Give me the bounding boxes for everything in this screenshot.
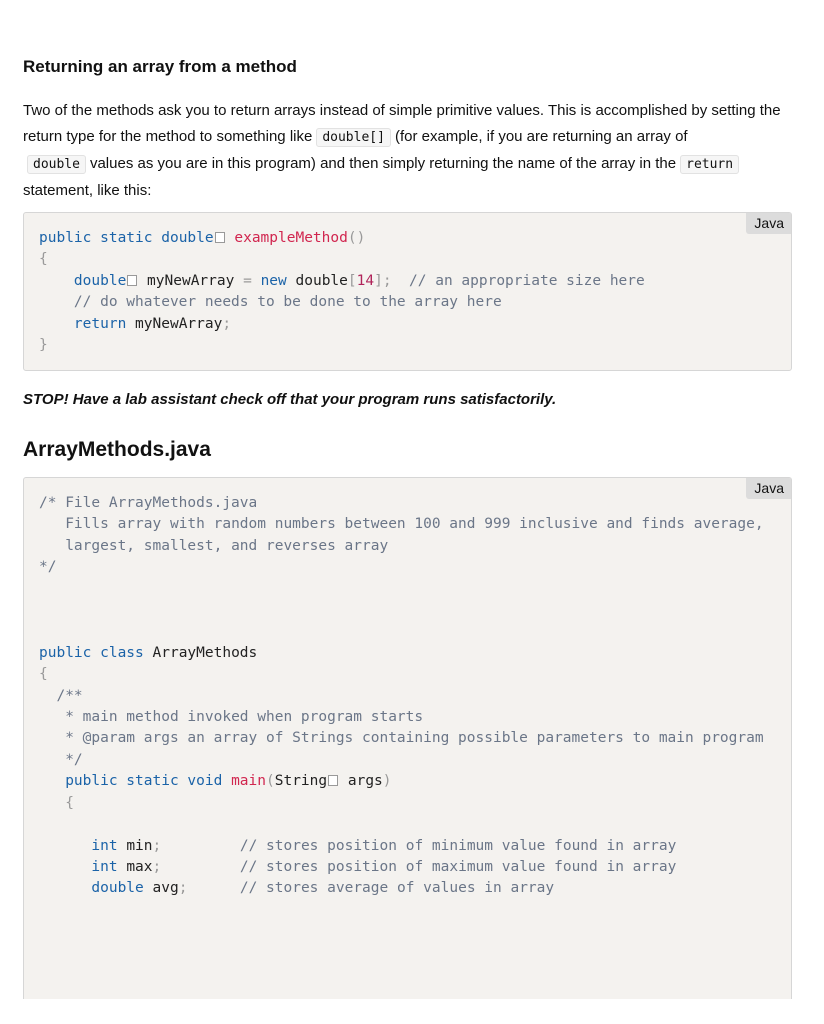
language-badge: Java xyxy=(746,477,792,499)
code-comment: // an appropriate size here xyxy=(409,272,645,289)
code-comment: Fills array with random numbers between 100 and 999 inclusive and finds average, xyxy=(65,516,764,533)
code-block-example xyxy=(23,212,792,371)
code-comment: /** xyxy=(56,687,83,704)
code-type: int xyxy=(91,858,118,875)
code-punctuation: ; xyxy=(178,880,188,897)
code-punctuation: ) xyxy=(382,773,392,790)
code-number: 14 xyxy=(356,272,375,289)
code-function-name: exampleMethod xyxy=(234,230,348,246)
code-identifier: myNewArray xyxy=(147,272,235,289)
code-keyword: public static void xyxy=(65,773,223,790)
code-punctuation: ; xyxy=(152,837,162,854)
code-identifier: myNewArray xyxy=(135,315,223,332)
section-title: Returning an array from a method xyxy=(23,57,297,76)
code-operator: = xyxy=(243,272,252,289)
intro-paragraph xyxy=(23,98,794,204)
inline-code-double-array: double[] xyxy=(316,128,391,147)
code-punctuation: [ xyxy=(347,272,357,289)
code-keyword: return xyxy=(73,315,127,332)
code-lines xyxy=(24,213,791,356)
code-punctuation: () xyxy=(347,230,366,246)
para-text: (for example, if you are returning an array of xyxy=(394,128,688,145)
code-comment: // stores position of minimum value found in array xyxy=(239,837,677,854)
code-keyword: new xyxy=(260,272,287,289)
bracket-box-icon xyxy=(127,275,137,286)
language-badge: Java xyxy=(746,212,792,234)
code-keyword: public static xyxy=(39,230,153,246)
code-type: double xyxy=(91,880,144,897)
code-comment: */ xyxy=(39,559,57,576)
code-comment: * main method invoked when program starts xyxy=(65,709,424,726)
inline-code-double: double xyxy=(27,155,86,174)
bracket-box-icon xyxy=(215,232,225,243)
para-text: statement, like this: xyxy=(23,182,152,199)
code-identifier: avg xyxy=(152,880,179,897)
code-type: int xyxy=(91,837,118,854)
para-text: Two of the methods ask you to return arrays instead of simple primitive values. This is accomplished by setting the return type for the method to something like xyxy=(23,102,781,145)
code-brace: { xyxy=(39,666,48,683)
code-identifier: max xyxy=(126,858,153,875)
code-brace: { xyxy=(65,794,74,811)
code-lines xyxy=(24,478,791,900)
file-title: ArrayMethods.java xyxy=(23,438,211,461)
code-class-name: ArrayMethods xyxy=(152,644,258,661)
code-comment: /* File ArrayMethods.java xyxy=(39,495,258,511)
code-comment: */ xyxy=(65,751,83,768)
code-punctuation: ; xyxy=(152,858,162,875)
para-text: values as you are in this program) and then simply returning the name of the array in the xyxy=(89,155,677,172)
code-comment: largest, smallest, and reverses array xyxy=(65,537,389,554)
code-type: double xyxy=(295,272,348,289)
code-comment: * @param args an array of Strings containing possible parameters to main program xyxy=(65,730,764,747)
code-type: double xyxy=(161,230,214,246)
inline-code-return: return xyxy=(680,155,739,174)
code-comment: // do whatever needs to be done to the array here xyxy=(73,294,502,311)
code-punctuation: ]; xyxy=(374,272,392,289)
code-punctuation: ; xyxy=(222,315,232,332)
code-identifier: min xyxy=(126,837,153,854)
code-type: double xyxy=(73,272,127,289)
code-function-name: main xyxy=(231,773,266,790)
code-block-arraymethods xyxy=(23,477,792,999)
code-keyword: public class xyxy=(39,644,144,661)
stop-notice: STOP! Have a lab assistant check off that your program runs satisfactorily. xyxy=(23,391,557,408)
bracket-box-icon xyxy=(328,775,338,786)
code-brace: } xyxy=(39,337,48,354)
code-comment: // stores average of values in array xyxy=(239,880,555,897)
code-comment: // stores position of maximum value found in array xyxy=(239,858,677,875)
code-punctuation: ( xyxy=(266,773,275,790)
code-type: String xyxy=(274,773,328,790)
code-identifier: args xyxy=(347,773,383,790)
code-brace: { xyxy=(39,251,48,268)
